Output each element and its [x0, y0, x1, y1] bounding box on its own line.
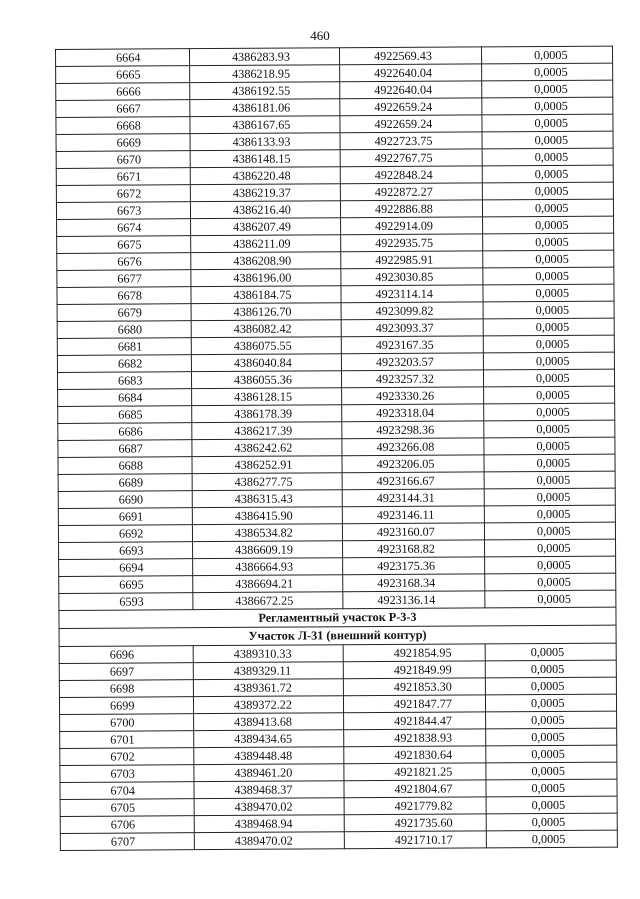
accuracy-cell: 0,0005 [484, 403, 615, 421]
x-coordinate-cell: 4386196.00 [191, 269, 341, 287]
point-number-cell: 6672 [56, 185, 190, 203]
accuracy-cell: 0,0005 [485, 660, 616, 678]
point-number-cell: 6694 [59, 559, 193, 577]
point-number-cell: 6675 [57, 236, 191, 254]
point-number-cell: 6685 [58, 406, 192, 424]
x-coordinate-cell: 4386217.39 [192, 422, 342, 440]
x-coordinate-cell: 4386126.70 [191, 303, 341, 321]
y-coordinate-cell: 4923318.04 [342, 404, 484, 422]
point-number-cell: 6673 [56, 202, 190, 220]
x-coordinate-cell: 4386252.91 [192, 456, 342, 474]
accuracy-cell: 0,0005 [484, 471, 615, 489]
x-coordinate-cell: 4386609.19 [193, 541, 343, 559]
point-number-cell: 6700 [60, 714, 194, 732]
x-coordinate-cell: 4389361.72 [193, 679, 343, 697]
accuracy-cell: 0,0005 [482, 114, 613, 132]
x-coordinate-cell: 4389470.02 [194, 798, 344, 816]
x-coordinate-cell: 4386167.65 [190, 116, 340, 134]
accuracy-cell: 0,0005 [485, 539, 616, 557]
y-coordinate-cell: 4923257.32 [341, 370, 483, 388]
x-coordinate-cell: 4386128.15 [192, 388, 342, 406]
accuracy-cell: 0,0005 [483, 233, 614, 251]
x-coordinate-cell: 4386192.55 [190, 82, 340, 100]
accuracy-cell: 0,0005 [485, 677, 616, 695]
point-number-cell: 6664 [56, 49, 190, 67]
point-number-cell: 6668 [56, 117, 190, 135]
accuracy-cell: 0,0005 [486, 796, 617, 814]
point-number-cell: 6693 [59, 542, 193, 560]
y-coordinate-cell: 4923114.14 [341, 285, 483, 303]
y-coordinate-cell: 4921844.47 [344, 712, 486, 730]
accuracy-cell: 0,0005 [486, 745, 617, 763]
accuracy-cell: 0,0005 [485, 573, 616, 591]
accuracy-cell: 0,0005 [486, 779, 617, 797]
accuracy-cell: 0,0005 [483, 352, 614, 370]
point-number-cell: 6679 [57, 304, 191, 322]
x-coordinate-cell: 4386277.75 [192, 473, 342, 491]
y-coordinate-cell: 4923099.82 [341, 302, 483, 320]
accuracy-cell: 0,0005 [483, 250, 614, 268]
y-coordinate-cell: 4923136.14 [343, 591, 485, 609]
x-coordinate-cell: 4389434.65 [194, 730, 344, 748]
x-coordinate-cell: 4386207.49 [191, 218, 341, 236]
y-coordinate-cell: 4921830.64 [344, 746, 486, 764]
y-coordinate-cell: 4923168.34 [343, 574, 485, 592]
point-number-cell: 6688 [58, 457, 192, 475]
x-coordinate-cell: 4386178.39 [192, 405, 342, 423]
x-coordinate-cell: 4389413.68 [194, 713, 344, 731]
point-number-cell: 6689 [58, 474, 192, 492]
x-coordinate-cell: 4386211.09 [191, 235, 341, 253]
accuracy-cell: 0,0005 [483, 284, 614, 302]
x-coordinate-cell: 4386242.62 [192, 439, 342, 457]
accuracy-cell: 0,0005 [486, 762, 617, 780]
y-coordinate-cell: 4923144.31 [342, 489, 484, 507]
accuracy-cell: 0,0005 [486, 711, 617, 729]
point-number-cell: 6593 [59, 593, 193, 611]
accuracy-cell: 0,0005 [486, 728, 617, 746]
x-coordinate-cell: 4386133.93 [190, 133, 340, 151]
x-coordinate-cell: 4386082.42 [191, 320, 341, 338]
point-number-cell: 6680 [57, 321, 191, 339]
point-number-cell: 6683 [57, 372, 191, 390]
y-coordinate-cell: 4923206.05 [342, 455, 484, 473]
x-coordinate-cell: 4386694.21 [193, 575, 343, 593]
y-coordinate-cell: 4921853.30 [343, 678, 485, 696]
accuracy-cell: 0,0005 [486, 813, 617, 831]
accuracy-cell: 0,0005 [483, 216, 614, 234]
point-number-cell: 6692 [58, 525, 192, 543]
accuracy-cell: 0,0005 [482, 63, 613, 81]
y-coordinate-cell: 4921710.17 [344, 831, 486, 849]
x-coordinate-cell: 4386216.40 [190, 201, 340, 219]
y-coordinate-cell: 4922659.24 [340, 115, 482, 133]
x-coordinate-cell: 4386181.06 [190, 99, 340, 117]
accuracy-cell: 0,0005 [482, 148, 613, 166]
point-number-cell: 6670 [56, 151, 190, 169]
point-number-cell: 6687 [58, 440, 192, 458]
x-coordinate-cell: 4389468.94 [194, 815, 344, 833]
x-coordinate-cell: 4386075.55 [191, 337, 341, 355]
section-heading-regulated-area: Регламентный участок Р-3-3 [59, 607, 616, 628]
y-coordinate-cell: 4922886.88 [340, 200, 482, 218]
accuracy-cell: 0,0005 [483, 369, 614, 387]
y-coordinate-cell: 4922985.91 [341, 251, 483, 269]
y-coordinate-cell: 4923175.36 [343, 557, 485, 575]
point-number-cell: 6682 [57, 355, 191, 373]
page-number: 460 [310, 28, 330, 43]
point-number-cell: 6697 [59, 663, 193, 681]
point-number-cell: 6671 [56, 168, 190, 186]
y-coordinate-cell: 4921821.25 [344, 763, 486, 781]
point-number-cell: 6704 [60, 782, 194, 800]
y-coordinate-cell: 4921838.93 [344, 729, 486, 747]
y-coordinate-cell: 4921804.67 [344, 780, 486, 798]
y-coordinate-cell: 4922640.04 [340, 81, 482, 99]
y-coordinate-cell: 4921849.99 [343, 661, 485, 679]
accuracy-cell: 0,0005 [483, 267, 614, 285]
x-coordinate-cell: 4386664.93 [193, 558, 343, 576]
accuracy-cell: 0,0005 [482, 80, 613, 98]
y-coordinate-cell: 4923330.26 [342, 387, 484, 405]
accuracy-cell: 0,0005 [485, 643, 616, 661]
accuracy-cell: 0,0005 [484, 522, 615, 540]
point-number-cell: 6674 [57, 219, 191, 237]
accuracy-cell: 0,0005 [482, 131, 613, 149]
point-number-cell: 6696 [59, 646, 193, 664]
point-number-cell: 6702 [60, 748, 194, 766]
accuracy-cell: 0,0005 [484, 505, 615, 523]
y-coordinate-cell: 4921779.82 [344, 797, 486, 815]
point-number-cell: 6703 [60, 765, 194, 783]
x-coordinate-cell: 4386184.75 [191, 286, 341, 304]
y-coordinate-cell: 4922767.75 [340, 149, 482, 167]
point-number-cell: 6665 [56, 66, 190, 84]
x-coordinate-cell: 4386415.90 [192, 507, 342, 525]
point-number-cell: 6669 [56, 134, 190, 152]
y-coordinate-cell: 4921847.77 [343, 695, 485, 713]
accuracy-cell: 0,0005 [483, 301, 614, 319]
accuracy-cell: 0,0005 [482, 165, 613, 183]
y-coordinate-cell: 4923167.35 [341, 336, 483, 354]
point-number-cell: 6686 [58, 423, 192, 441]
accuracy-cell: 0,0005 [485, 556, 616, 574]
x-coordinate-cell: 4386283.93 [190, 48, 340, 66]
accuracy-cell: 0,0005 [484, 437, 615, 455]
accuracy-cell: 0,0005 [484, 420, 615, 438]
accuracy-cell: 0,0005 [484, 386, 615, 404]
x-coordinate-cell: 4389461.20 [194, 764, 344, 782]
accuracy-cell: 0,0005 [482, 97, 613, 115]
x-coordinate-cell: 4389468.37 [194, 781, 344, 799]
x-coordinate-cell: 4386315.43 [192, 490, 342, 508]
accuracy-cell: 0,0005 [485, 694, 616, 712]
y-coordinate-cell: 4923166.67 [342, 472, 484, 490]
accuracy-cell: 0,0005 [484, 454, 615, 472]
accuracy-cell: 0,0005 [482, 182, 613, 200]
point-number-cell: 6681 [57, 338, 191, 356]
point-number-cell: 6695 [59, 576, 193, 594]
accuracy-cell: 0,0005 [481, 46, 612, 64]
x-coordinate-cell: 4386534.82 [192, 524, 342, 542]
y-coordinate-cell: 4922935.75 [341, 234, 483, 252]
point-number-cell: 6667 [56, 100, 190, 118]
x-coordinate-cell: 4386219.37 [190, 184, 340, 202]
section-headings [59, 607, 616, 646]
point-number-cell: 6691 [58, 508, 192, 526]
accuracy-cell: 0,0005 [483, 335, 614, 353]
y-coordinate-cell: 4922569.43 [339, 47, 481, 65]
section-heading-plot: Участок Л-31 (внешний контур) [59, 625, 616, 646]
point-number-cell: 6706 [60, 816, 194, 834]
coordinates-table-top-body [56, 46, 616, 610]
y-coordinate-cell: 4923298.36 [342, 421, 484, 439]
y-coordinate-cell: 4922872.27 [340, 183, 482, 201]
y-coordinate-cell: 4923030.85 [341, 268, 483, 286]
y-coordinate-cell: 4922848.24 [340, 166, 482, 184]
x-coordinate-cell: 4386040.84 [191, 354, 341, 372]
y-coordinate-cell: 4922659.24 [340, 98, 482, 116]
y-coordinate-cell: 4923093.37 [341, 319, 483, 337]
x-coordinate-cell: 4389329.11 [193, 662, 343, 680]
point-number-cell: 6699 [59, 697, 193, 715]
y-coordinate-cell: 4922723.75 [340, 132, 482, 150]
x-coordinate-cell: 4389448.48 [194, 747, 344, 765]
point-number-cell: 6677 [57, 270, 191, 288]
y-coordinate-cell: 4923146.11 [342, 506, 484, 524]
y-coordinate-cell: 4922640.04 [340, 64, 482, 82]
point-number-cell: 6701 [60, 731, 194, 749]
table-row [60, 830, 617, 850]
point-number-cell: 6666 [56, 83, 190, 101]
point-number-cell: 6676 [57, 253, 191, 271]
coordinates-table-bottom-body [59, 643, 617, 850]
accuracy-cell: 0,0005 [486, 830, 617, 848]
x-coordinate-cell: 4389470.02 [194, 832, 344, 850]
x-coordinate-cell: 4389372.22 [193, 696, 343, 714]
x-coordinate-cell: 4386218.95 [190, 65, 340, 83]
y-coordinate-cell: 4921854.95 [343, 644, 485, 662]
point-number-cell: 6684 [58, 389, 192, 407]
y-coordinate-cell: 4923203.57 [341, 353, 483, 371]
coordinates-table [55, 46, 618, 851]
x-coordinate-cell: 4386208.90 [191, 252, 341, 270]
point-number-cell: 6690 [58, 491, 192, 509]
accuracy-cell: 0,0005 [482, 199, 613, 217]
x-coordinate-cell: 4386148.15 [190, 150, 340, 168]
point-number-cell: 6698 [59, 680, 193, 698]
accuracy-cell: 0,0005 [483, 318, 614, 336]
y-coordinate-cell: 4921735.60 [344, 814, 486, 832]
point-number-cell: 6707 [60, 833, 194, 851]
y-coordinate-cell: 4922914.09 [341, 217, 483, 235]
point-number-cell: 6705 [60, 799, 194, 817]
y-coordinate-cell: 4923168.82 [343, 540, 485, 558]
y-coordinate-cell: 4923160.07 [342, 523, 484, 541]
x-coordinate-cell: 4386220.48 [190, 167, 340, 185]
accuracy-cell: 0,0005 [484, 488, 615, 506]
accuracy-cell: 0,0005 [485, 590, 616, 608]
x-coordinate-cell: 4386055.36 [191, 371, 341, 389]
point-number-cell: 6678 [57, 287, 191, 305]
y-coordinate-cell: 4923266.08 [342, 438, 484, 456]
x-coordinate-cell: 4389310.33 [193, 645, 343, 663]
x-coordinate-cell: 4386672.25 [193, 592, 343, 610]
